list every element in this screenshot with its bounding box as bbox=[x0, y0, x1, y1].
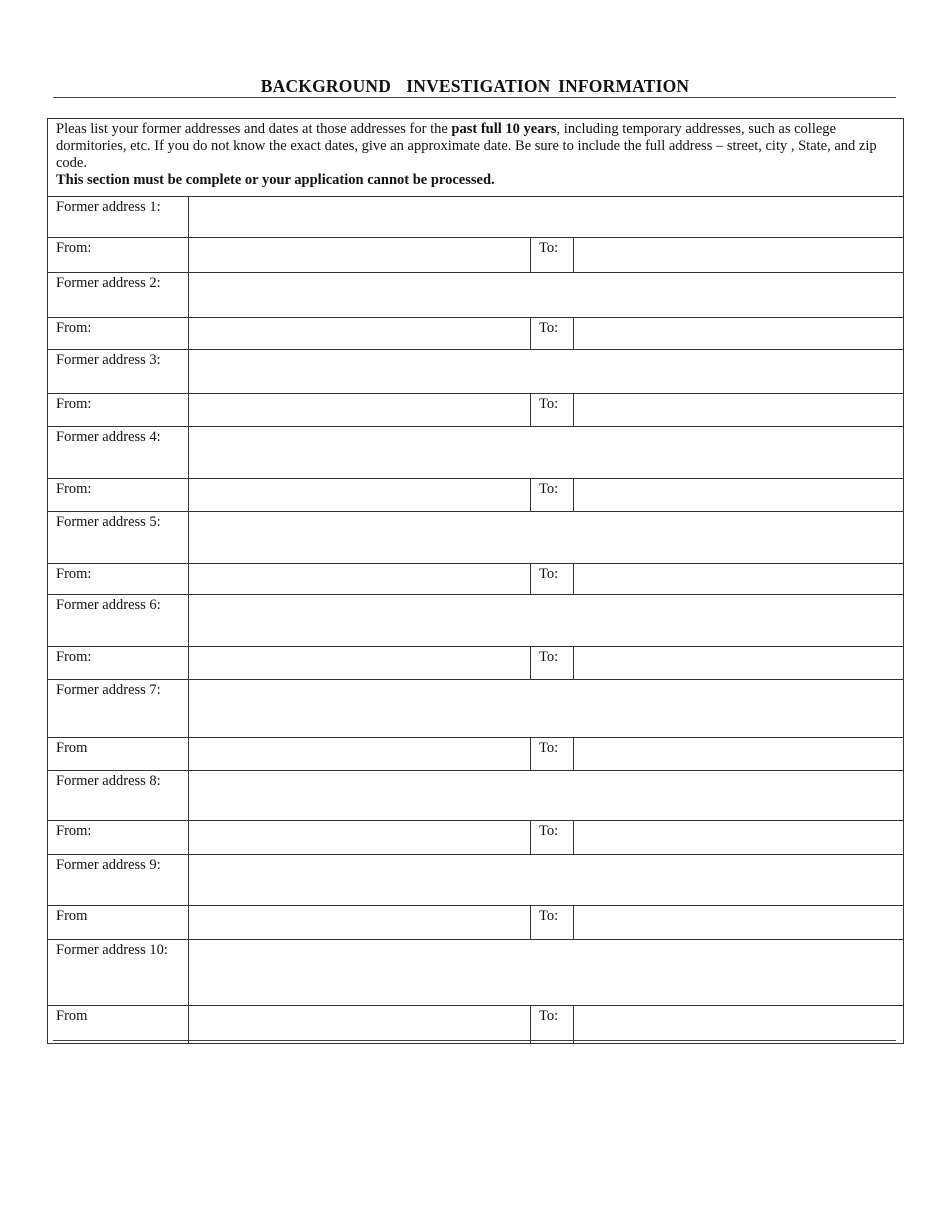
address-field-5[interactable] bbox=[189, 512, 904, 564]
address-label-5: Former address 5: bbox=[48, 512, 189, 564]
from-label-9: From bbox=[48, 906, 189, 940]
address-label-2: Former address 2: bbox=[48, 273, 189, 318]
from-field-6[interactable] bbox=[189, 647, 531, 680]
to-field-3[interactable] bbox=[574, 394, 904, 427]
to-label-7: To: bbox=[531, 738, 574, 771]
from-field-3[interactable] bbox=[189, 394, 531, 427]
page-title: BACKGROUND INVESTIGATION INFORMATION bbox=[260, 76, 690, 96]
from-label-3: From: bbox=[48, 394, 189, 427]
date-row-3 bbox=[48, 394, 904, 427]
from-label-5: From: bbox=[48, 564, 189, 595]
address-field-8[interactable] bbox=[189, 771, 904, 821]
instructions-warning: This section must be complete or your application cannot be processed. bbox=[56, 172, 495, 188]
date-row-1 bbox=[48, 238, 904, 273]
address-label-6: Former address 6: bbox=[48, 595, 189, 647]
instructions-text-cont: , including temporary addresses, such as college dormitories, etc. If you do not know the exact dates, give an approximate date. Be sure to include the full address – street, city , State, and zip code. bbox=[56, 121, 877, 171]
address-field-7[interactable] bbox=[189, 680, 904, 738]
to-label-2: To: bbox=[531, 318, 574, 350]
instructions-emphasis: past full 10 years bbox=[451, 121, 557, 137]
address-row-1 bbox=[48, 197, 904, 238]
to-field-7[interactable] bbox=[574, 738, 904, 771]
date-row-4 bbox=[48, 479, 904, 512]
to-label-5: To: bbox=[531, 564, 574, 595]
to-label-9: To: bbox=[531, 906, 574, 940]
to-field-1[interactable] bbox=[574, 238, 904, 273]
address-label-4: Former address 4: bbox=[48, 427, 189, 479]
address-row-6 bbox=[48, 595, 904, 647]
to-label-1: To: bbox=[531, 238, 574, 273]
title-underline bbox=[53, 97, 896, 98]
from-field-2[interactable] bbox=[189, 318, 531, 350]
date-row-6 bbox=[48, 647, 904, 680]
address-row-7 bbox=[48, 680, 904, 738]
to-label-8: To: bbox=[531, 821, 574, 855]
from-label-6: From: bbox=[48, 647, 189, 680]
address-label-1: Former address 1: bbox=[48, 197, 189, 238]
address-row-8 bbox=[48, 771, 904, 821]
address-field-1[interactable] bbox=[189, 197, 904, 238]
to-field-10[interactable] bbox=[574, 1006, 904, 1044]
address-field-9[interactable] bbox=[189, 855, 904, 906]
address-field-10[interactable] bbox=[189, 940, 904, 1006]
from-field-1[interactable] bbox=[189, 238, 531, 273]
from-label-4: From: bbox=[48, 479, 189, 512]
address-field-2[interactable] bbox=[189, 273, 904, 318]
from-field-4[interactable] bbox=[189, 479, 531, 512]
from-field-9[interactable] bbox=[189, 906, 531, 940]
to-label-4: To: bbox=[531, 479, 574, 512]
address-field-4[interactable] bbox=[189, 427, 904, 479]
to-field-2[interactable] bbox=[574, 318, 904, 350]
date-row-7 bbox=[48, 738, 904, 771]
address-row-2 bbox=[48, 273, 904, 318]
from-field-8[interactable] bbox=[189, 821, 531, 855]
to-field-5[interactable] bbox=[574, 564, 904, 595]
instructions bbox=[48, 119, 904, 197]
address-row-4 bbox=[48, 427, 904, 479]
bottom-rule bbox=[53, 1040, 896, 1041]
from-field-10[interactable] bbox=[189, 1006, 531, 1044]
date-row-2 bbox=[48, 318, 904, 350]
date-row-10 bbox=[48, 1006, 904, 1044]
address-label-8: Former address 8: bbox=[48, 771, 189, 821]
to-label-6: To: bbox=[531, 647, 574, 680]
address-field-3[interactable] bbox=[189, 350, 904, 394]
from-label-1: From: bbox=[48, 238, 189, 273]
address-row-10 bbox=[48, 940, 904, 1006]
address-row-9 bbox=[48, 855, 904, 906]
from-label-10: From bbox=[48, 1006, 189, 1044]
to-label-10: To: bbox=[531, 1006, 574, 1044]
to-label-3: To: bbox=[531, 394, 574, 427]
to-field-6[interactable] bbox=[574, 647, 904, 680]
to-field-4[interactable] bbox=[574, 479, 904, 512]
address-label-3: Former address 3: bbox=[48, 350, 189, 394]
to-field-8[interactable] bbox=[574, 821, 904, 855]
address-row-5 bbox=[48, 512, 904, 564]
address-field-6[interactable] bbox=[189, 595, 904, 647]
date-row-8 bbox=[48, 821, 904, 855]
address-label-10: Former address 10: bbox=[48, 940, 189, 1006]
to-field-9[interactable] bbox=[574, 906, 904, 940]
from-field-5[interactable] bbox=[189, 564, 531, 595]
from-field-7[interactable] bbox=[189, 738, 531, 771]
date-row-9 bbox=[48, 906, 904, 940]
intro-row bbox=[48, 119, 904, 197]
from-label-2: From: bbox=[48, 318, 189, 350]
address-row-3 bbox=[48, 350, 904, 394]
address-label-9: Former address 9: bbox=[48, 855, 189, 906]
from-label-7: From bbox=[48, 738, 189, 771]
address-history-table bbox=[47, 118, 904, 1044]
from-label-8: From: bbox=[48, 821, 189, 855]
date-row-5 bbox=[48, 564, 904, 595]
instructions-text: Pleas list your former addresses and dates at those addresses for the bbox=[56, 121, 452, 137]
address-label-7: Former address 7: bbox=[48, 680, 189, 738]
